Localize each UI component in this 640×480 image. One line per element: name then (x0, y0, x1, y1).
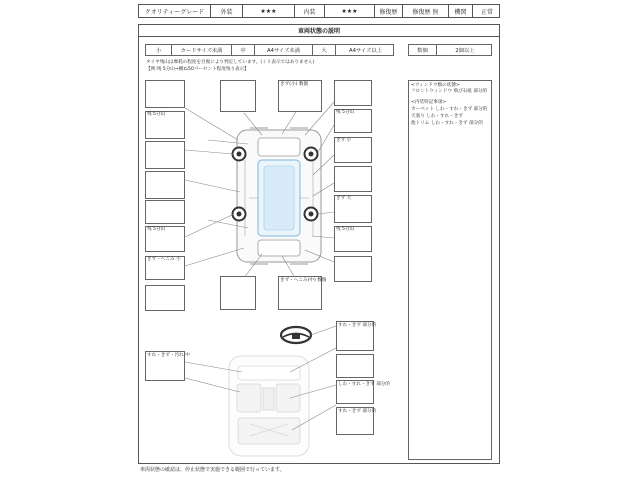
window-heading: <ウィンドウ類の状態> (411, 83, 460, 88)
tire-front-left (233, 148, 246, 161)
damage-box-top-1 (220, 80, 256, 112)
damage-box-bottom-1 (220, 276, 256, 310)
interior-line3: 他トリム しわ・すれ・きず 部分的 (411, 121, 483, 126)
tire-note-line1: タイヤ残山は摩耗の程度を目視により判定しています。(ミリ表示ではありません) (146, 60, 315, 65)
count-value: 2個以上 (455, 48, 475, 54)
footer-note: 車両状態の確認は、停止状態で実施できる範囲で行っています。 (140, 467, 285, 473)
section-title-text: 車両状態の説明 (297, 28, 340, 35)
label-right-front-body: きず 小 (336, 138, 352, 143)
label-interior-right: しわ・すれ・きず 部分的 (338, 382, 390, 387)
damage-box-left-5 (145, 200, 185, 224)
tire-rear-left (233, 208, 246, 221)
repair-history-label: 修復歴 (375, 5, 403, 17)
label-interior-left: すれ・きず・汚れ 中 (147, 353, 190, 358)
equipment-value: 正常 (480, 8, 493, 16)
window-line1: フロントウィンドウ 飛び石痕 部分的 (411, 89, 488, 94)
label-left-rear-body: きず・へこみ 小 (147, 257, 181, 262)
size-large-key: 大 (313, 45, 336, 55)
label-bottom-center: きず・へこみ(中) 数個 (280, 278, 327, 283)
tire-rear-right (305, 208, 318, 221)
label-right-rear-body: きず 大 (336, 196, 352, 201)
damage-box-right-7 (334, 256, 372, 282)
label-right-rear-tire: 残 5分山 (336, 227, 355, 232)
interior-label: 内装 (295, 5, 325, 17)
exterior-rating: ★★★ (243, 5, 295, 17)
size-medium-key: 中 (232, 45, 255, 55)
damage-box-left-3 (145, 141, 185, 169)
equipment-label: 機関 (449, 5, 473, 17)
damage-box-right-1 (334, 80, 372, 106)
interior-line2: 天張り しわ・すれ・きず (411, 114, 463, 119)
interior-box-right-2 (336, 354, 374, 378)
count-key: 数個 (409, 45, 437, 55)
tire-front-right (305, 148, 318, 161)
label-top-center: きず(小) 数個 (280, 82, 309, 87)
label-left-front-tire: 残 5分山 (147, 112, 166, 117)
steering-wheel-icon (281, 327, 311, 343)
damage-box-right-4 (334, 166, 372, 192)
damage-box-left-8 (145, 285, 185, 311)
exterior-label: 外装 (211, 5, 243, 17)
interior-heading: <内装特記事項> (411, 100, 447, 105)
interior-rating: ★★★ (325, 5, 375, 17)
label-steering-right: すれ・きず 部分的 (338, 323, 377, 328)
size-large-value: A4サイズ以上 (348, 48, 383, 54)
tire-note-line2: 【例:残 5分山→概ね50パーセント程度残り表示】 (146, 67, 249, 72)
size-medium-value: A4サイズ未満 (255, 45, 313, 55)
repair-history-value: 修復歴 無 (403, 5, 449, 17)
label-interior-right-lower: すれ・きず 部分的 (338, 409, 377, 414)
car-interior-diagram (229, 356, 309, 456)
damage-box-left-1 (145, 80, 185, 108)
size-small-value: カードサイズ未満 (172, 45, 232, 55)
label-left-rear-tire: 残 5分山 (147, 227, 166, 232)
interior-line1: カーペット しわ・すれ・きず 部分的 (411, 107, 488, 112)
damage-box-left-4 (145, 171, 185, 199)
quality-grade-label: クオリティーグレード (139, 5, 211, 17)
label-right-front-tire: 残 5分山 (336, 110, 355, 115)
size-small-key: 小 (146, 45, 172, 55)
